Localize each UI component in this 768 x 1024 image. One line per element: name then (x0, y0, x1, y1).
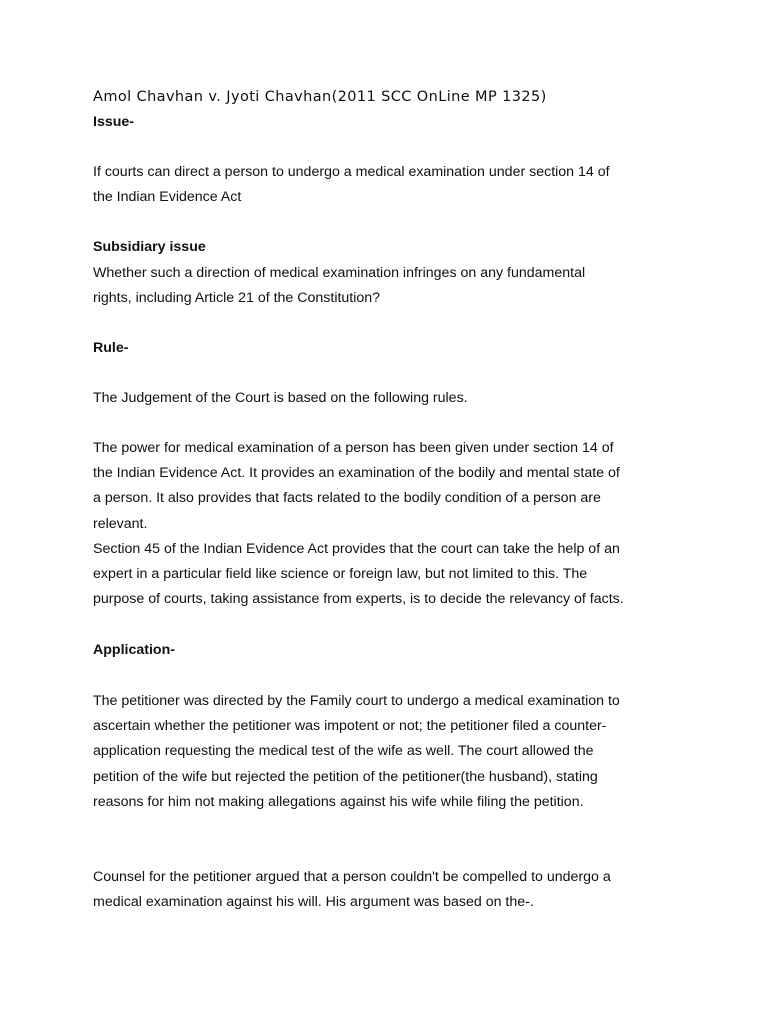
application-line: ascertain whether the petitioner was impotent or not; the petitioner filed a counter- (93, 718, 607, 735)
rule-heading: Rule- (93, 340, 129, 356)
rule-intro: The Judgement of the Court is based on the following rules. (93, 390, 468, 406)
application-paragraph (93, 689, 693, 815)
application-line: petition of the wife but rejected the petition of the petitioner(the husband), stating (93, 768, 598, 785)
counsel-paragraph (93, 865, 693, 915)
rule-line: relevant. (93, 515, 148, 532)
rule-line: a person. It also provides that facts related to the bodily condition of a person are (93, 490, 601, 507)
counsel-line: medical examination against his will. His argument was based on the-. (93, 894, 534, 911)
rule-line: expert in a particular field like science or foreign law, but not limited to this. The (93, 566, 588, 583)
rule-line: the Indian Evidence Act. It provides an examination of the bodily and mental state of (93, 465, 620, 482)
issue-heading: Issue- (93, 114, 135, 130)
counsel-line: Counsel for the petitioner argued that a person couldn't be compelled to undergo a (93, 869, 611, 885)
rule-line: Section 45 of the Indian Evidence Act provides that the court can take the help of an (93, 540, 620, 557)
subsidiary-issue-paragraph (93, 261, 693, 311)
rule-line: The power for medical examination of a person has been given under section 14 of (93, 440, 614, 456)
document-title: Amol Chavhan v. Jyoti Chavhan(2011 SCC OnLine MP 1325) (93, 89, 547, 105)
issue-line: the Indian Evidence Act (93, 189, 242, 206)
subsidiary-issue-heading: Subsidiary issue (93, 239, 206, 255)
subsidiary-line: rights, including Article 21 of the Constitution? (93, 290, 381, 307)
application-line: The petitioner was directed by the Family court to undergo a medical examination to (93, 693, 620, 709)
application-heading: Application- (93, 642, 175, 658)
rule-paragraph (93, 436, 693, 612)
application-line: reasons for him not making allegations against his wife while filing the petition. (93, 793, 584, 810)
issue-line: If courts can direct a person to undergo a medical examination under section 14 of (93, 164, 610, 180)
issue-paragraph (93, 160, 693, 210)
rule-line: purpose of courts, taking assistance from experts, is to decide the relevancy of facts. (93, 591, 624, 608)
application-line: application requesting the medical test of the wife as well. The court allowed the (93, 743, 594, 760)
subsidiary-line: Whether such a direction of medical examination infringes on any fundamental (93, 265, 586, 281)
